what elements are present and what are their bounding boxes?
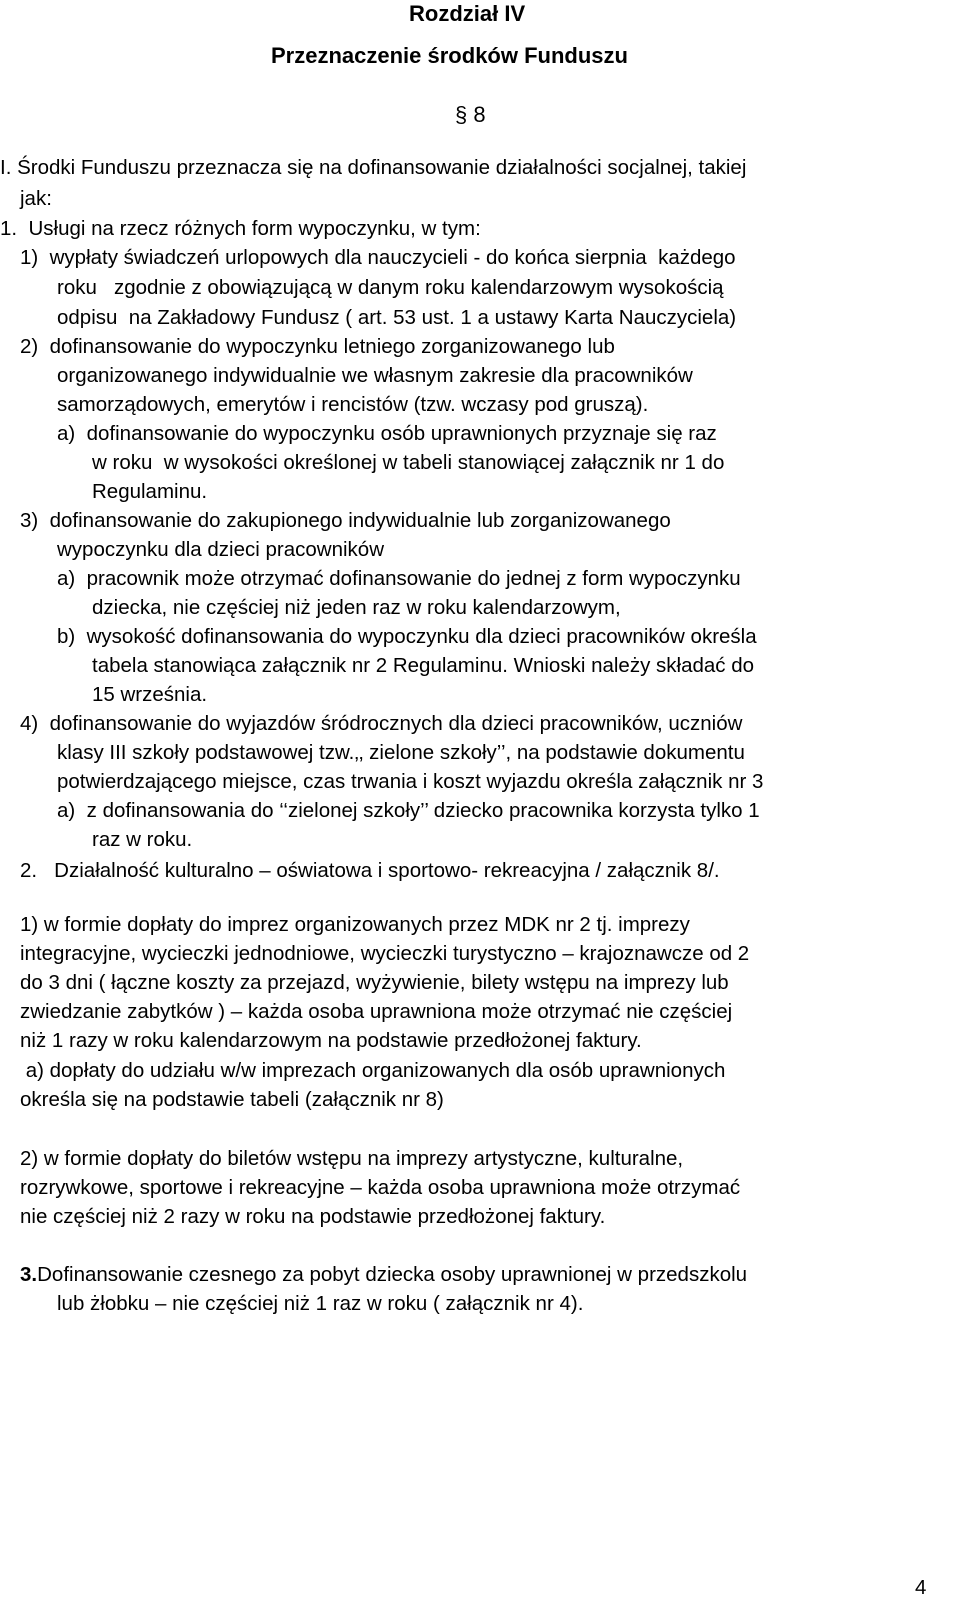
section-number: § 8: [455, 102, 486, 127]
text-line: potwierdzającego miejsce, czas trwania i koszt wyjazdu określa załącznik nr 3: [57, 770, 764, 793]
text-line: dziecka, nie częściej niż jeden raz w roku kalendarzowym,: [92, 596, 621, 619]
text-line: a) dopłaty do udziału w/w imprezach organizowanych dla osób uprawnionych: [20, 1059, 726, 1082]
text-line: jak:: [20, 187, 52, 210]
list-number: 3.: [20, 1263, 38, 1286]
list-text: Dofinansowanie czesnego za pobyt dziecka osoby uprawnionej w przedszkolu: [37, 1263, 748, 1286]
text-line: rozrywkowe, sportowe i rekreacyjne – każda osoba uprawniona może otrzymać: [20, 1176, 741, 1199]
chapter-heading: Rozdział IV: [409, 1, 526, 26]
text-line: 3) dofinansowanie do zakupionego indywidualnie lub zorganizowanego: [20, 509, 671, 532]
text-line: w roku w wysokości określonej w tabeli stanowiącej załącznik nr 1 do: [92, 451, 725, 474]
text-line: 4) dofinansowanie do wyjazdów śródrocznych dla dzieci pracowników, uczniów: [20, 712, 743, 735]
text-line: określa się na podstawie tabeli (załącznik nr 8): [20, 1088, 444, 1111]
text-line: wypoczynku dla dzieci pracowników: [57, 538, 385, 561]
text-line: a) z dofinansowania do ‘‘zielonej szkoły’’ dziecko pracownika korzysta tylko 1: [57, 799, 760, 822]
text-line: nie częściej niż 2 razy w roku na podstawie przedłożonej faktury.: [20, 1205, 606, 1228]
text-line: a) pracownik może otrzymać dofinansowanie do jednej z form wypoczynku: [57, 567, 741, 590]
text-line: a) dofinansowanie do wypoczynku osób uprawnionych przyznaje się raz: [57, 422, 717, 445]
text-line: 2) dofinansowanie do wypoczynku letniego zorganizowanego lub: [20, 335, 615, 358]
text-line: lub żłobku – nie częściej niż 1 raz w roku ( załącznik nr 4).: [57, 1292, 584, 1315]
text-line: 2) w formie dopłaty do biletów wstępu na imprezy artystyczne, kulturalne,: [20, 1147, 684, 1170]
text-line: integracyjne, wycieczki jednodniowe, wycieczki turystyczno – krajoznawcze od 2: [20, 942, 750, 965]
text-line: 1) w formie dopłaty do imprez organizowanych przez MDK nr 2 tj. imprezy: [20, 913, 690, 936]
text-line: b) wysokość dofinansowania do wypoczynku dla dzieci pracowników określa: [57, 625, 757, 648]
text-line: raz w roku.: [92, 828, 193, 851]
text-line: organizowanego indywidualnie we własnym zakresie dla pracowników: [57, 364, 693, 387]
text-line: roku zgodnie z obowiązującą w danym roku kalendarzowym wysokością: [57, 276, 724, 299]
text-line: [20, 1265, 747, 1286]
text-line: odpisu na Zakładowy Fundusz ( art. 53 ust. 1 a ustawy Karta Nauczyciela): [57, 306, 737, 329]
text-line: 2. Działalność kulturalno – oświatowa i sportowo- rekreacyjna / załącznik 8/.: [20, 859, 720, 882]
text-line: samorządowych, emerytów i rencistów (tzw. wczasy pod gruszą).: [57, 393, 649, 416]
page-number: 4: [915, 1576, 927, 1599]
chapter-title: Przeznaczenie środków Funduszu: [271, 43, 628, 68]
text-line: Regulaminu.: [92, 480, 208, 503]
text-line: zwiedzanie zabytków ) – każda osoba uprawniona może otrzymać nie częściej: [20, 1000, 733, 1023]
text-line: do 3 dni ( łączne koszty za przejazd, wyżywienie, bilety wstępu na imprezy lub: [20, 971, 729, 994]
text-line: 1) wypłaty świadczeń urlopowych dla nauczycieli - do końca sierpnia każdego: [20, 246, 736, 269]
text-line: I. Środki Funduszu przeznacza się na dofinansowanie działalności socjalnej, takiej: [0, 156, 747, 179]
text-line: niż 1 razy w roku kalendarzowym na podstawie przedłożonej faktury.: [20, 1029, 642, 1052]
text-line: 15 września.: [92, 683, 208, 706]
text-line: 1. Usługi na rzecz różnych form wypoczynku, w tym:: [0, 217, 481, 240]
text-line: tabela stanowiąca załącznik nr 2 Regulaminu. Wnioski należy składać do: [92, 654, 755, 677]
text-line: klasy III szkoły podstawowej tzw.‚‚ zielone szkoły’’, na podstawie dokumentu: [57, 741, 745, 764]
